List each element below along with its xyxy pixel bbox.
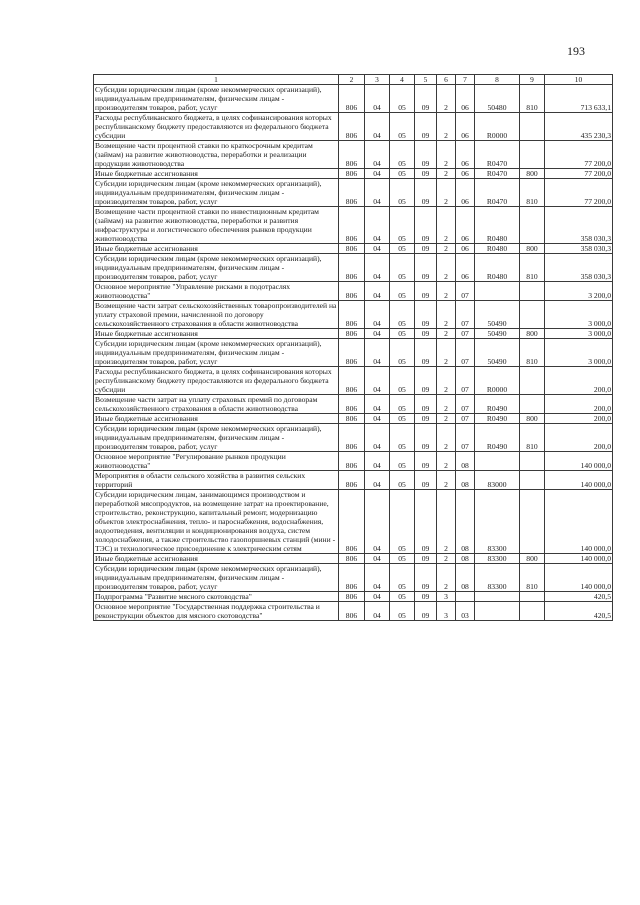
amount-cell: 140 000,0 [545, 554, 613, 564]
code-cell: 07 [456, 367, 475, 395]
code-cell: 806 [339, 301, 365, 329]
code-cell: 2 [437, 329, 456, 339]
code-cell [520, 395, 545, 414]
code-cell: 05 [390, 424, 415, 452]
code-cell: 2 [437, 254, 456, 282]
table-row [94, 424, 613, 452]
code-cell: 806 [339, 452, 365, 471]
code-cell: 09 [415, 452, 437, 471]
amount-cell: 77 200,0 [545, 179, 613, 207]
code-cell: 806 [339, 592, 365, 602]
code-cell: 09 [415, 424, 437, 452]
code-cell: 05 [390, 490, 415, 554]
code-cell: 2 [437, 424, 456, 452]
table-row [94, 592, 613, 602]
code-cell: 800 [520, 414, 545, 424]
amount-cell: 140 000,0 [545, 564, 613, 592]
code-cell: 04 [365, 113, 390, 141]
amount-cell: 200,0 [545, 424, 613, 452]
code-cell: 04 [365, 339, 390, 367]
code-cell: 3 [437, 592, 456, 602]
code-cell: 03 [456, 602, 475, 621]
page-number: 193 [567, 44, 585, 58]
code-cell [475, 592, 520, 602]
table-row [94, 554, 613, 564]
code-cell: 09 [415, 367, 437, 395]
code-cell: 806 [339, 282, 365, 301]
code-cell: 2 [437, 244, 456, 254]
code-cell: 05 [390, 113, 415, 141]
code-cell: 09 [415, 254, 437, 282]
code-cell: 2 [437, 301, 456, 329]
code-cell: 04 [365, 85, 390, 113]
header-cell: 8 [475, 75, 520, 85]
code-cell: 06 [456, 254, 475, 282]
amount-cell: 140 000,0 [545, 471, 613, 490]
code-cell [520, 452, 545, 471]
row-name-cell: Субсидии юридическим лицам (кроме некоммерческих организаций), индивидуальным предпринимателям, физическим лицам - производителям товаров, работ, услуг [94, 339, 339, 367]
code-cell: 09 [415, 169, 437, 179]
code-cell: 810 [520, 564, 545, 592]
code-cell: 05 [390, 254, 415, 282]
amount-cell: 420,5 [545, 592, 613, 602]
amount-cell: 3 000,0 [545, 339, 613, 367]
code-cell: 806 [339, 141, 365, 169]
code-cell: R0490 [475, 395, 520, 414]
table-row [94, 207, 613, 244]
code-cell: 83300 [475, 564, 520, 592]
row-name-cell: Возмещение части процентной ставки по инвестиционным кредитам (займам) на развитие животноводства, переработки и развития инфраструктуры и логистического обеспечения рынков продукции животноводства [94, 207, 339, 244]
code-cell: 07 [456, 395, 475, 414]
row-name-cell: Основное мероприятие "Управление рисками в подотраслях животноводства" [94, 282, 339, 301]
code-cell: 04 [365, 141, 390, 169]
amount-cell: 77 200,0 [545, 169, 613, 179]
code-cell: 09 [415, 179, 437, 207]
table-row [94, 301, 613, 329]
code-cell: 09 [415, 282, 437, 301]
code-cell: 08 [456, 452, 475, 471]
code-cell: 09 [415, 301, 437, 329]
code-cell: 806 [339, 339, 365, 367]
amount-cell: 140 000,0 [545, 452, 613, 471]
table-row [94, 452, 613, 471]
code-cell: 06 [456, 179, 475, 207]
code-cell: 06 [456, 141, 475, 169]
code-cell: 806 [339, 395, 365, 414]
amount-cell: 358 030,3 [545, 254, 613, 282]
row-name-cell: Субсидии юридическим лицам (кроме некоммерческих организаций), индивидуальным предпринимателям, физическим лицам - производителям товаров, работ, услуг [94, 564, 339, 592]
code-cell: 806 [339, 169, 365, 179]
amount-cell: 713 633,1 [545, 85, 613, 113]
code-cell: 800 [520, 329, 545, 339]
code-cell: 07 [456, 424, 475, 452]
table-row [94, 367, 613, 395]
code-cell: 2 [437, 339, 456, 367]
row-name-cell: Субсидии юридическим лицам, занимающимся производством и переработкой мясопродуктов, на возмещение затрат на проектирование, строительство, реконструкцию, капитальный ремонт, модернизацию объектов электроснабжения, тепло- и пароснабжения, водоснабжения, водоотведения, вентиляции и кондиционирования воздуха, систем холодоснабжения, а также строительство газопоршневых станций (мини - ТЭС) и технологическое присоединение к электрическим сетям [94, 490, 339, 554]
code-cell: 2 [437, 169, 456, 179]
code-cell: 04 [365, 367, 390, 395]
code-cell: 806 [339, 207, 365, 244]
code-cell: 05 [390, 141, 415, 169]
amount-cell: 358 030,3 [545, 207, 613, 244]
code-cell: 09 [415, 602, 437, 621]
table-row [94, 85, 613, 113]
table-row [94, 254, 613, 282]
code-cell: 50480 [475, 85, 520, 113]
code-cell: 2 [437, 414, 456, 424]
code-cell: 09 [415, 141, 437, 169]
header-cell: 1 [94, 75, 339, 85]
code-cell: 50490 [475, 329, 520, 339]
code-cell: 04 [365, 554, 390, 564]
code-cell: 09 [415, 329, 437, 339]
code-cell: 806 [339, 554, 365, 564]
code-cell: R0470 [475, 141, 520, 169]
code-cell: 04 [365, 179, 390, 207]
code-cell: 2 [437, 554, 456, 564]
code-cell: 04 [365, 244, 390, 254]
code-cell: 09 [415, 339, 437, 367]
code-cell: 800 [520, 169, 545, 179]
code-cell: 09 [415, 592, 437, 602]
header-cell: 2 [339, 75, 365, 85]
row-name-cell: Иные бюджетные ассигнования [94, 244, 339, 254]
code-cell: 2 [437, 471, 456, 490]
code-cell: 07 [456, 414, 475, 424]
code-cell: 07 [456, 301, 475, 329]
code-cell: 06 [456, 169, 475, 179]
code-cell: 04 [365, 490, 390, 554]
code-cell: 2 [437, 85, 456, 113]
code-cell: R0470 [475, 179, 520, 207]
code-cell: 05 [390, 592, 415, 602]
amount-cell: 3 000,0 [545, 329, 613, 339]
budget-table [93, 74, 613, 621]
amount-cell: 200,0 [545, 395, 613, 414]
code-cell: 2 [437, 113, 456, 141]
code-cell: 05 [390, 329, 415, 339]
row-name-cell: Расходы республиканского бюджета, в целях софинансирования которых республиканскому бюджету предоставляются из федерального бюджета субсидии [94, 113, 339, 141]
code-cell: 09 [415, 414, 437, 424]
row-name-cell: Субсидии юридическим лицам (кроме некоммерческих организаций), индивидуальным предпринимателям, физическим лицам - производителям товаров, работ, услуг [94, 254, 339, 282]
table-row [94, 339, 613, 367]
code-cell: 04 [365, 301, 390, 329]
code-cell: 09 [415, 85, 437, 113]
code-cell: 09 [415, 113, 437, 141]
code-cell: 05 [390, 564, 415, 592]
code-cell: 05 [390, 169, 415, 179]
code-cell: 810 [520, 424, 545, 452]
row-name-cell: Иные бюджетные ассигнования [94, 414, 339, 424]
code-cell: 05 [390, 414, 415, 424]
code-cell [520, 592, 545, 602]
code-cell: 06 [456, 207, 475, 244]
code-cell: 06 [456, 113, 475, 141]
code-cell: 2 [437, 452, 456, 471]
header-cell: 4 [390, 75, 415, 85]
code-cell: 05 [390, 282, 415, 301]
code-cell: 806 [339, 367, 365, 395]
amount-cell: 200,0 [545, 367, 613, 395]
row-name-cell: Мероприятия в области сельского хозяйства в развития сельских территорий [94, 471, 339, 490]
code-cell: 06 [456, 244, 475, 254]
code-cell: 806 [339, 85, 365, 113]
amount-cell: 140 000,0 [545, 490, 613, 554]
code-cell: 2 [437, 179, 456, 207]
row-name-cell: Основное мероприятие "Регулирование рынков продукции животноводства" [94, 452, 339, 471]
table-row [94, 414, 613, 424]
table-row [94, 490, 613, 554]
code-cell: R0490 [475, 424, 520, 452]
code-cell: 04 [365, 452, 390, 471]
row-name-cell: Субсидии юридическим лицам (кроме некоммерческих организаций), индивидуальным предпринимателям, физическим лицам - производителям товаров, работ, услуг [94, 85, 339, 113]
amount-cell: 358 030,3 [545, 244, 613, 254]
row-name-cell: Иные бюджетные ассигнования [94, 329, 339, 339]
code-cell: 04 [365, 329, 390, 339]
code-cell: 05 [390, 554, 415, 564]
row-name-cell: Расходы республиканского бюджета, в целях софинансирования которых республиканскому бюджету предоставляются из федерального бюджета субсидии [94, 367, 339, 395]
code-cell [520, 301, 545, 329]
code-cell [456, 592, 475, 602]
code-cell: 08 [456, 564, 475, 592]
code-cell: 04 [365, 602, 390, 621]
table-row [94, 244, 613, 254]
code-cell: 810 [520, 339, 545, 367]
code-cell: 07 [456, 282, 475, 301]
code-cell: R0480 [475, 244, 520, 254]
code-cell: 05 [390, 452, 415, 471]
row-name-cell: Иные бюджетные ассигнования [94, 169, 339, 179]
code-cell: 806 [339, 424, 365, 452]
code-cell [520, 367, 545, 395]
code-cell: 2 [437, 282, 456, 301]
code-cell: 08 [456, 490, 475, 554]
code-cell: 09 [415, 471, 437, 490]
code-cell: 05 [390, 339, 415, 367]
code-cell: 04 [365, 471, 390, 490]
code-cell [520, 282, 545, 301]
amount-cell: 200,0 [545, 414, 613, 424]
table-row [94, 471, 613, 490]
code-cell: R0490 [475, 414, 520, 424]
code-cell: 09 [415, 554, 437, 564]
header-cell: 3 [365, 75, 390, 85]
code-cell [520, 471, 545, 490]
code-cell: 2 [437, 395, 456, 414]
row-name-cell: Возмещение части затрат на уплату страховых премий по договорам сельскохозяйственного страхования в области животноводства [94, 395, 339, 414]
code-cell: 50490 [475, 339, 520, 367]
header-cell: 10 [545, 75, 613, 85]
code-cell: 810 [520, 85, 545, 113]
code-cell: 810 [520, 254, 545, 282]
code-cell: 09 [415, 244, 437, 254]
code-cell: 806 [339, 329, 365, 339]
code-cell: 04 [365, 414, 390, 424]
code-cell: 806 [339, 602, 365, 621]
code-cell [475, 602, 520, 621]
code-cell: 05 [390, 85, 415, 113]
code-cell: 08 [456, 554, 475, 564]
code-cell: 800 [520, 554, 545, 564]
code-cell: 806 [339, 179, 365, 207]
code-cell: 83300 [475, 554, 520, 564]
code-cell: 09 [415, 490, 437, 554]
code-cell: 09 [415, 207, 437, 244]
code-cell: 04 [365, 282, 390, 301]
header-cell: 6 [437, 75, 456, 85]
code-cell: 2 [437, 490, 456, 554]
code-cell: 806 [339, 564, 365, 592]
code-cell: 04 [365, 592, 390, 602]
row-name-cell: Возмещение части затрат сельскохозяйственных товаропроизводителей на уплату страховой премии, начисленной по договору сельскохозяйственного страхования в области животноводства [94, 301, 339, 329]
code-cell: 83000 [475, 471, 520, 490]
code-cell [520, 207, 545, 244]
code-cell: 2 [437, 141, 456, 169]
code-cell: 04 [365, 395, 390, 414]
code-cell: 09 [415, 564, 437, 592]
code-cell: 810 [520, 179, 545, 207]
amount-cell: 3 200,0 [545, 282, 613, 301]
code-cell: 806 [339, 254, 365, 282]
header-cell: 9 [520, 75, 545, 85]
code-cell: 2 [437, 564, 456, 592]
code-cell: 3 [437, 602, 456, 621]
table-row [94, 169, 613, 179]
table-row [94, 141, 613, 169]
amount-cell: 77 200,0 [545, 141, 613, 169]
table-body [94, 85, 613, 621]
header-cell: 5 [415, 75, 437, 85]
code-cell: 806 [339, 471, 365, 490]
code-cell: 07 [456, 339, 475, 367]
table-row [94, 282, 613, 301]
code-cell: 05 [390, 179, 415, 207]
row-name-cell: Основное мероприятие "Государственная поддержка строительства и реконструкции объектов для мясного скотоводства" [94, 602, 339, 621]
table-row [94, 329, 613, 339]
code-cell: 05 [390, 471, 415, 490]
code-cell: 2 [437, 207, 456, 244]
code-cell: R0480 [475, 254, 520, 282]
table-header [94, 75, 613, 85]
code-cell [475, 452, 520, 471]
code-cell: 05 [390, 207, 415, 244]
header-row [94, 75, 613, 85]
code-cell: 04 [365, 254, 390, 282]
code-cell: 806 [339, 414, 365, 424]
code-cell: 05 [390, 367, 415, 395]
code-cell: R0480 [475, 207, 520, 244]
header-cell: 7 [456, 75, 475, 85]
code-cell [520, 141, 545, 169]
row-name-cell: Подпрограмма "Развитие мясного скотоводства" [94, 592, 339, 602]
code-cell: 05 [390, 244, 415, 254]
amount-cell: 435 230,3 [545, 113, 613, 141]
amount-cell: 3 000,0 [545, 301, 613, 329]
row-name-cell: Иные бюджетные ассигнования [94, 554, 339, 564]
code-cell: 806 [339, 244, 365, 254]
code-cell: 04 [365, 207, 390, 244]
code-cell: R0000 [475, 367, 520, 395]
code-cell [520, 490, 545, 554]
code-cell: 07 [456, 329, 475, 339]
code-cell: 06 [456, 85, 475, 113]
table-row [94, 602, 613, 621]
table-row [94, 113, 613, 141]
code-cell [520, 602, 545, 621]
code-cell: 08 [456, 471, 475, 490]
code-cell: 2 [437, 367, 456, 395]
row-name-cell: Субсидии юридическим лицам (кроме некоммерческих организаций), индивидуальным предпринимателям, физическим лицам - производителям товаров, работ, услуг [94, 179, 339, 207]
code-cell: 806 [339, 490, 365, 554]
code-cell: 50490 [475, 301, 520, 329]
amount-cell: 420,5 [545, 602, 613, 621]
table-row [94, 179, 613, 207]
code-cell: 05 [390, 395, 415, 414]
code-cell [475, 282, 520, 301]
code-cell: 04 [365, 564, 390, 592]
code-cell: 05 [390, 301, 415, 329]
row-name-cell: Возмещение части процентной ставки по краткосрочным кредитам (займам) на развитие животноводства, переработки и реализации продукции животноводства [94, 141, 339, 169]
code-cell: 04 [365, 424, 390, 452]
code-cell: 800 [520, 244, 545, 254]
table-row [94, 395, 613, 414]
code-cell: 83300 [475, 490, 520, 554]
code-cell: 05 [390, 602, 415, 621]
code-cell: R0000 [475, 113, 520, 141]
code-cell: 09 [415, 395, 437, 414]
code-cell: 806 [339, 113, 365, 141]
code-cell: 04 [365, 169, 390, 179]
table-row [94, 564, 613, 592]
code-cell [520, 113, 545, 141]
row-name-cell: Субсидии юридическим лицам (кроме некоммерческих организаций), индивидуальным предпринимателям, физическим лицам - производителям товаров, работ, услуг [94, 424, 339, 452]
code-cell: R0470 [475, 169, 520, 179]
